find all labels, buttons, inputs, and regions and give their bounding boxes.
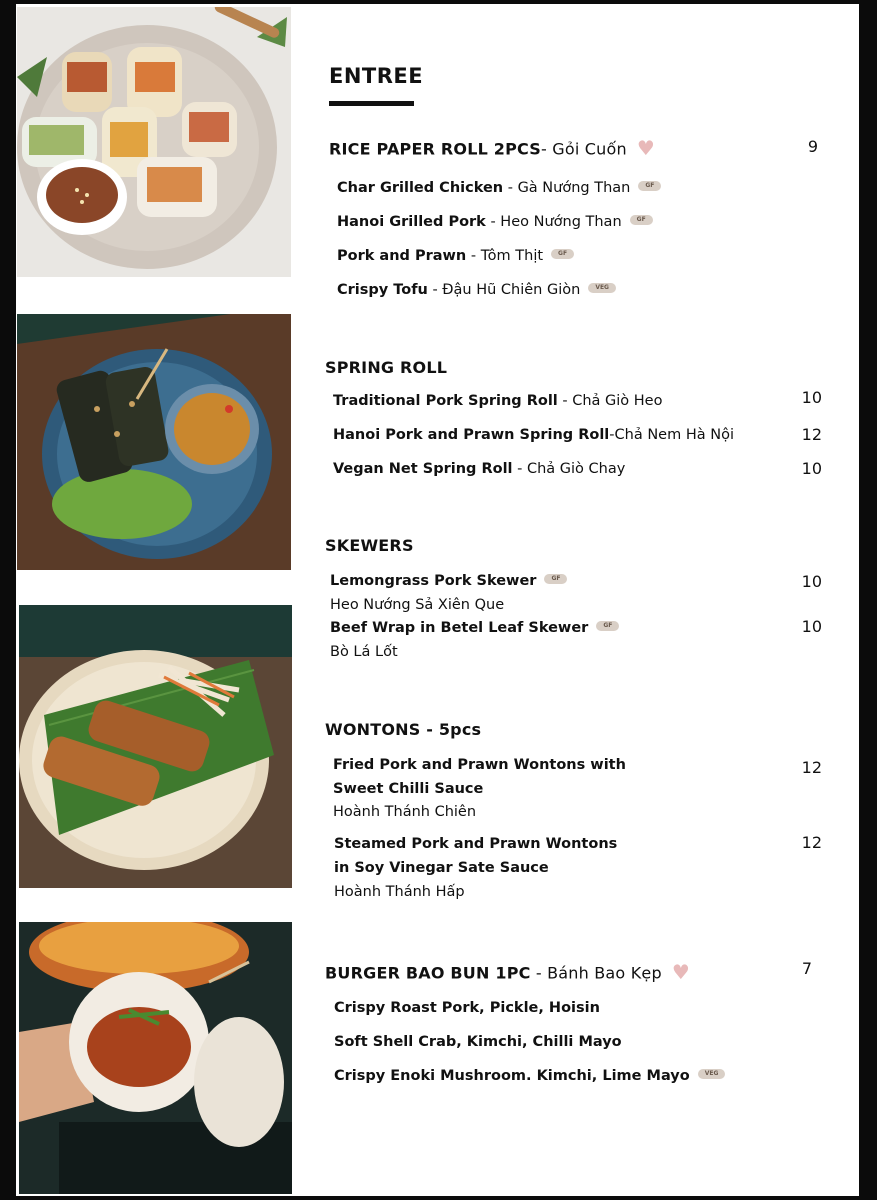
photo-betel-leaf-rolls: [19, 605, 292, 888]
rice-paper-illustration: [17, 7, 291, 277]
list-item: Traditional Pork Spring Roll - Chả Giò Heo: [333, 393, 663, 409]
veg-badge: VEG: [588, 283, 616, 293]
gf-badge: GF: [544, 574, 567, 584]
price-rice-paper-roll: 9: [807, 137, 818, 156]
section-wontons: WONTONS - 5pcs: [325, 720, 482, 739]
photo-rice-paper-rolls: [17, 7, 291, 277]
price: 12: [801, 833, 822, 852]
section-title: BURGER BAO BUN 1PC: [325, 963, 531, 983]
list-item: Crispy Roast Pork, Pickle, Hoisin: [334, 1000, 600, 1016]
section-viet: - Bánh Bao Kẹp: [530, 963, 662, 983]
list-item: in Soy Vinegar Sate Sauce: [334, 860, 549, 876]
section-bao-bun: [325, 962, 690, 986]
heart-icon: ♥: [671, 960, 690, 984]
list-item: Steamed Pork and Prawn Wontons: [334, 836, 618, 852]
heart-icon: ♥: [636, 136, 655, 160]
list-item: Fried Pork and Prawn Wontons with: [333, 757, 626, 773]
list-item: Hanoi Grilled Pork - Heo Nướng Than GF: [337, 213, 653, 231]
list-item-viet: Hoành Thánh Hấp: [334, 884, 465, 900]
gf-badge: GF: [551, 249, 574, 259]
price: 12: [801, 425, 822, 444]
price: 10: [801, 388, 822, 407]
list-item: Hanoi Pork and Prawn Spring Roll-Chả Nem Hà Nội: [333, 427, 734, 443]
betel-leaf-illustration: [19, 605, 292, 888]
list-item: Vegan Net Spring Roll - Chả Giò Chay: [333, 461, 626, 477]
list-item: Lemongrass Pork Skewer GF: [330, 572, 567, 590]
list-item: Sweet Chilli Sauce: [333, 781, 484, 797]
spring-roll-illustration: [17, 314, 291, 570]
list-item: Beef Wrap in Betel Leaf Skewer GF: [330, 619, 619, 637]
section-skewers: SKEWERS: [325, 536, 414, 555]
list-item: Pork and Prawn - Tôm Thịt GF: [337, 247, 574, 265]
veg-badge: VEG: [698, 1069, 726, 1079]
menu-page: [16, 4, 859, 1196]
page-title: ENTREE: [329, 64, 424, 88]
photo-bao-bun: [19, 922, 292, 1194]
list-item: Soft Shell Crab, Kimchi, Chilli Mayo: [334, 1034, 622, 1050]
price: 10: [801, 572, 822, 591]
section-rice-paper-roll: [329, 138, 655, 162]
price: 12: [801, 758, 822, 777]
section-spring-roll: SPRING ROLL: [325, 358, 448, 377]
list-item: Char Grilled Chicken - Gà Nướng Than GF: [337, 179, 661, 197]
list-item-viet: Hoành Thánh Chiên: [333, 804, 477, 820]
photo-spring-rolls: [17, 314, 291, 570]
price: 10: [801, 459, 822, 478]
list-item-viet: Bò Lá Lốt: [330, 644, 398, 660]
list-item: Crispy Enoki Mushroom. Kimchi, Lime Mayo VEG: [334, 1067, 725, 1085]
price: 10: [801, 617, 822, 636]
bao-bun-illustration: [19, 922, 292, 1194]
title-underline: [329, 101, 414, 106]
gf-badge: GF: [638, 181, 661, 191]
list-item-viet: Heo Nướng Sả Xiên Que: [330, 597, 505, 613]
price-bao-bun: 7: [801, 959, 812, 978]
gf-badge: GF: [596, 621, 619, 631]
gf-badge: GF: [630, 215, 653, 225]
section-viet: - Gỏi Cuốn: [541, 139, 627, 159]
list-item: Crispy Tofu - Đậu Hũ Chiên Giòn VEG: [337, 281, 616, 299]
section-title: RICE PAPER ROLL 2PCS: [329, 139, 542, 159]
